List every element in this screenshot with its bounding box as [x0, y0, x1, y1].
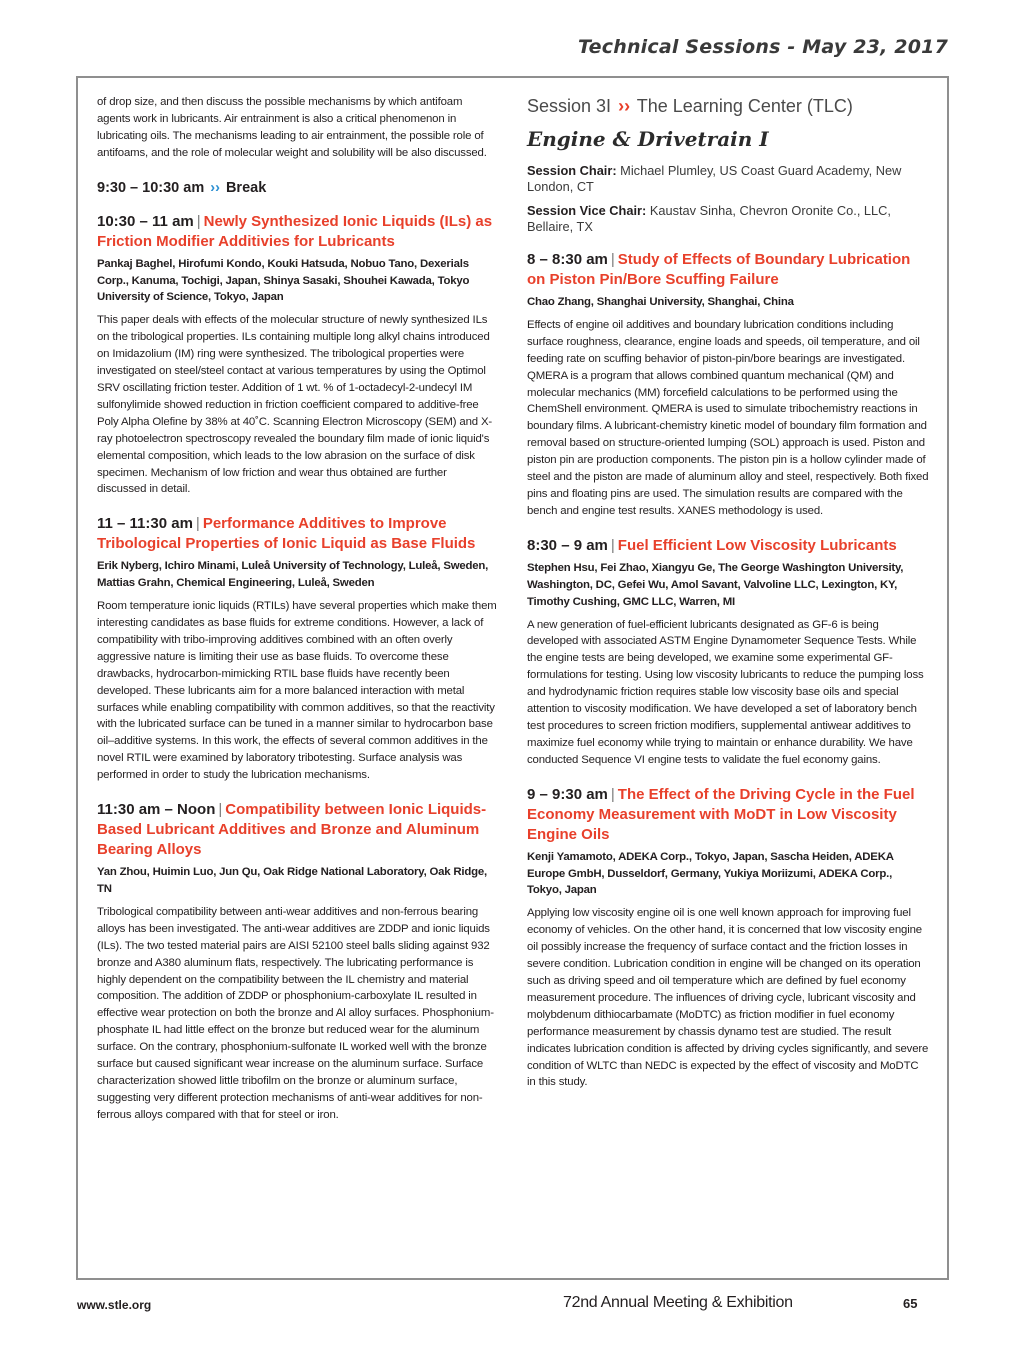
talk-abstract: Applying low viscosity engine oil is one well known approach for improving fuel economy of vehicles. On the other hand, it is concerned that low viscosity engine oil possibly increase the frequency of surface contact and the friction losses in severe condition. Lubrication condition in engine will be changed on its operation such as driving speed and oil temperature which are defined by fuel economy measurement procedure. The influences of driving cycle, lubricant viscosity and molybdenum dithiocarbamate (MoDTC) as friction modifier in fuel economy performance measurement by chassis dynamo test are studied. The result indicates lubrication condition is affected by driving cycles significantly, and severe condition of WLTC than NEDC is expected by the effect of viscosity and MoDTC in this study.	[527, 907, 929, 1089]
talk-title: Performance Additives to Improve Tribological Properties of Ionic Liquid as Base Fluids	[97, 515, 476, 553]
divider: |	[218, 801, 223, 819]
session-chair	[527, 163, 929, 194]
divider: |	[610, 251, 615, 268]
talk-authors: Kenji Yamamoto, ADEKA Corp., Tokyo, Japan, Sascha Heiden, ADEKA Europe GmbH, Dusseldorf, Germany, Yukiya Moriizumi, ADEKA Corp., Tokyo, Japan	[527, 850, 894, 897]
break-time: 9:30 – 10:30 am	[97, 179, 205, 196]
footer-url-link[interactable]: www.stle.org	[77, 1298, 152, 1312]
talk-title: Fuel Efficient Low Viscosity Lubricants	[617, 536, 897, 554]
chair-label: Session Chair:	[527, 163, 617, 178]
talk-abstract: This paper deals with effects of the molecular structure of newly synthesized ILs on the tribological properties. ILs containing multiple long alkyl chains introduced on Imidazolium (IM) ring were synthesized. The tribological properties were investigated on steel/steel contact at various temperatures by using the Optimol SRV oscillating friction tester. Addition of 1 wt. % of 1-octadecyl-2-undecyl IM sulfonylimide showed reduction in friction coefficient compared to additive-free Poly Alpha Olefine by 38% at 40˚C. Scanning Electron Microscopy (SEM) and X-ray photoelectron spectroscopy revealed the boundary film made of ionic liquid's elemental composition, which leads to the low abrasion on the surface of disk specimen. Mechanism of low friction and wear thus obtained are further discussed in detail.	[97, 314, 493, 496]
talk-heading	[97, 212, 497, 252]
chevron-right-icon: ››	[210, 179, 220, 196]
talk-authors: Erik Nyberg, Ichiro Minami, Luleå University of Technology, Luleå, Sweden, Mattias Grahn, Chemical Engineering, Luleå, Sweden	[97, 560, 489, 590]
continued-abstract: of drop size, and then discuss the possible mechanisms by which antifoam agents work in lubricants. Air entrainment is also a critical phenomenon in lubricating oils. The mechanisms leading to air entrainment, the possible role of antifoams, and the role of molecular weight and solubility will be also discussed.	[97, 96, 487, 159]
talk-abstract: Effects of engine oil additives and boundary lubrication conditions including surface roughness, clearance, engine loads and speeds, oil temperature, and oil feeding rate on scuffing behavior of piston-pin/bore bearings are investigated. QMERA is a program that allows combined quantum mechanical (QM) and molecular mechanics (MM) forcefield calculations to be performed using the ChemShell environment. QMERA is used to simulate tribochemistry reactions in boundary films. A lubricant-chemistry kinetic model of boundary film formation and removal based on structure-oriented lumping (SOL) approach is used. Piston and piston pin are production components. The piston pin is a hollow cylinder made of steel and the piston are made of aluminum alloy and steel, respectively. Both fixed pins and floating pins are used. The simulation results are compared with the bench and engine test results. XANES methodology is used.	[527, 318, 929, 517]
talk-abstract: A new generation of fuel-efficient lubricants designated as GF-6 is being developed with associated ASTM Engine Dynamometer Sequence Tests. While the engine tests are being developed, we examine some experimental GF-formulations for testing. Using low viscosity lubricants to reduce the pumping loss and hydrodynamic friction requires stable low viscosity base oils and special attention to viscosity modification. We have developed a set of laboratory bench test procedures to screen friction modifiers, supplemental antiwear additives to maximize fuel economy while trying to maintain or enhance durability. We have conducted Sequence VI engine tests to validate the fuel economy gains.	[527, 618, 924, 766]
right-column	[527, 92, 929, 1091]
chevron-right-icon: ››	[618, 96, 631, 116]
page-number: 65	[903, 1296, 918, 1311]
talk-authors: Stephen Hsu, Fei Zhao, Xiangyu Ge, The George Washington University, Washington, DC, Gefei Wu, Amol Savant, Valvoline LLC, Lexington, KY, Timothy Cushing, GMC LLC, Warren, MI	[527, 561, 904, 608]
talk-time: 9 – 9:30 am	[527, 785, 608, 803]
talk-abstract: Room temperature ionic liquids (RTILs) have several properties which make them interesting candidates as base fluids for extreme conditions. However, a lack of compatibility with tribo-improving additives combined with an often overly aggressive nature is limiting their use as base fluids. To overcome these drawbacks, hydrocarbon-mimicking RTIL base fluids have recently been developed. These lubricants aim for a more balanced interaction with metal surfaces while enabling compatibility with common additives, so that the reactivity with the lubricated surface can be tuned in a manner similar to hydrocarbon base oil–additive systems. In this work, the effects of several common additives in the novel RTIL were examined by laboratory tribotesting. Surface analysis was performed in order to study the lubrication mechanisms.	[97, 600, 497, 782]
divider: |	[610, 536, 615, 554]
break-entry	[97, 180, 497, 196]
talk-authors: Chao Zhang, Shanghai University, Shanghai, China	[527, 296, 794, 308]
talk-abstract: Tribological compatibility between anti-wear additives and non-ferrous bearing alloys has been investigated. The anti-wear additives are ZDDP and ionic liquids (ILs). The two tested material pairs are AISI 52100 steel balls sliding against 932 bronze and A380 aluminum flats, respectively. The lubricating performance is highly dependent on the compatibility between the IL chemistry and material composition. The addition of ZDDP or phosphonium-carboxylate IL resulted in effective wear protection on both the bronze and Al alloy surfaces. Phosphonium-phosphate IL had little effect on the bronze but reduced wear for the aluminum surface. On the contrary, phosphonium-sulfonate IL worked well with the bronze surface but caused significant wear increase on the aluminum surface. Surface characterization showed little tribofilm on the bronze or aluminum surface, suggesting very different protection mechanisms of anti-wear additives for non-ferrous alloys compared with that for steel or iron.	[97, 905, 494, 1121]
chair-name: Michael Plumley, US Coast Guard Academy, New London, CT	[527, 163, 902, 194]
vice-chair-name: Kaustav Sinha, Chevron Oronite Co., LLC, Bellaire, TX	[527, 203, 891, 234]
talk-time: 11 – 11:30 am	[97, 515, 193, 533]
session-location: The Learning Center (TLC)	[636, 96, 853, 116]
session-number: Session 3I	[527, 96, 612, 116]
session-line	[527, 96, 929, 117]
divider: |	[610, 785, 615, 803]
talk-entry	[97, 800, 497, 1124]
left-column	[97, 92, 497, 1124]
talk-title: Compatibility between Ionic Liquids-Based Lubricant Additives and Bronze and Aluminum Bearing Alloys	[97, 801, 487, 859]
talk-entry	[527, 250, 929, 520]
talk-entry	[97, 514, 497, 784]
talk-entry	[97, 212, 497, 499]
talk-title: Newly Synthesized Ionic Liquids (ILs) as Friction Modifier Additivies for Lubricants	[97, 212, 493, 250]
talk-title: The Effect of the Driving Cycle in the Fuel Economy Measurement with MoDT in Low Viscosity Engine Oils	[527, 785, 915, 843]
divider: |	[196, 212, 201, 230]
talk-entry	[527, 785, 929, 1092]
talk-authors: Yan Zhou, Huimin Luo, Jun Qu, Oak Ridge National Laboratory, Oak Ridge, TN	[97, 866, 487, 895]
break-label: Break	[225, 179, 267, 196]
talk-time: 11:30 am – Noon	[97, 801, 216, 819]
talk-entry	[527, 536, 929, 769]
talk-heading	[97, 514, 497, 554]
talk-heading	[527, 250, 929, 290]
footer-event: 72nd Annual Meeting & Exhibition	[563, 1294, 793, 1311]
talk-authors: Pankaj Baghel, Hirofumi Kondo, Kouki Hatsuda, Nobuo Tano, Dexerials Corp., Kanuma, Tochigi, Japan, Shinya Sasaki, Shouhei Kawada, Tokyo University of Science, Tokyo, Japan	[97, 257, 470, 304]
session-title: Engine & Drivetrain I	[527, 127, 769, 151]
talk-heading	[527, 536, 929, 556]
running-head: Technical Sessions - May 23, 2017	[577, 36, 948, 58]
divider: |	[195, 515, 200, 533]
talk-time: 8 – 8:30 am	[527, 251, 608, 268]
talk-time: 8:30 – 9 am	[527, 536, 608, 554]
talk-heading	[527, 785, 929, 845]
talk-time: 10:30 – 11 am	[97, 212, 194, 230]
vice-chair-label: Session Vice Chair:	[527, 203, 647, 218]
talk-title: Study of Effects of Boundary Lubrication on Piston Pin/Bore Scuffing Failure	[527, 251, 911, 288]
talk-heading	[97, 800, 497, 860]
session-vice-chair	[527, 203, 929, 234]
